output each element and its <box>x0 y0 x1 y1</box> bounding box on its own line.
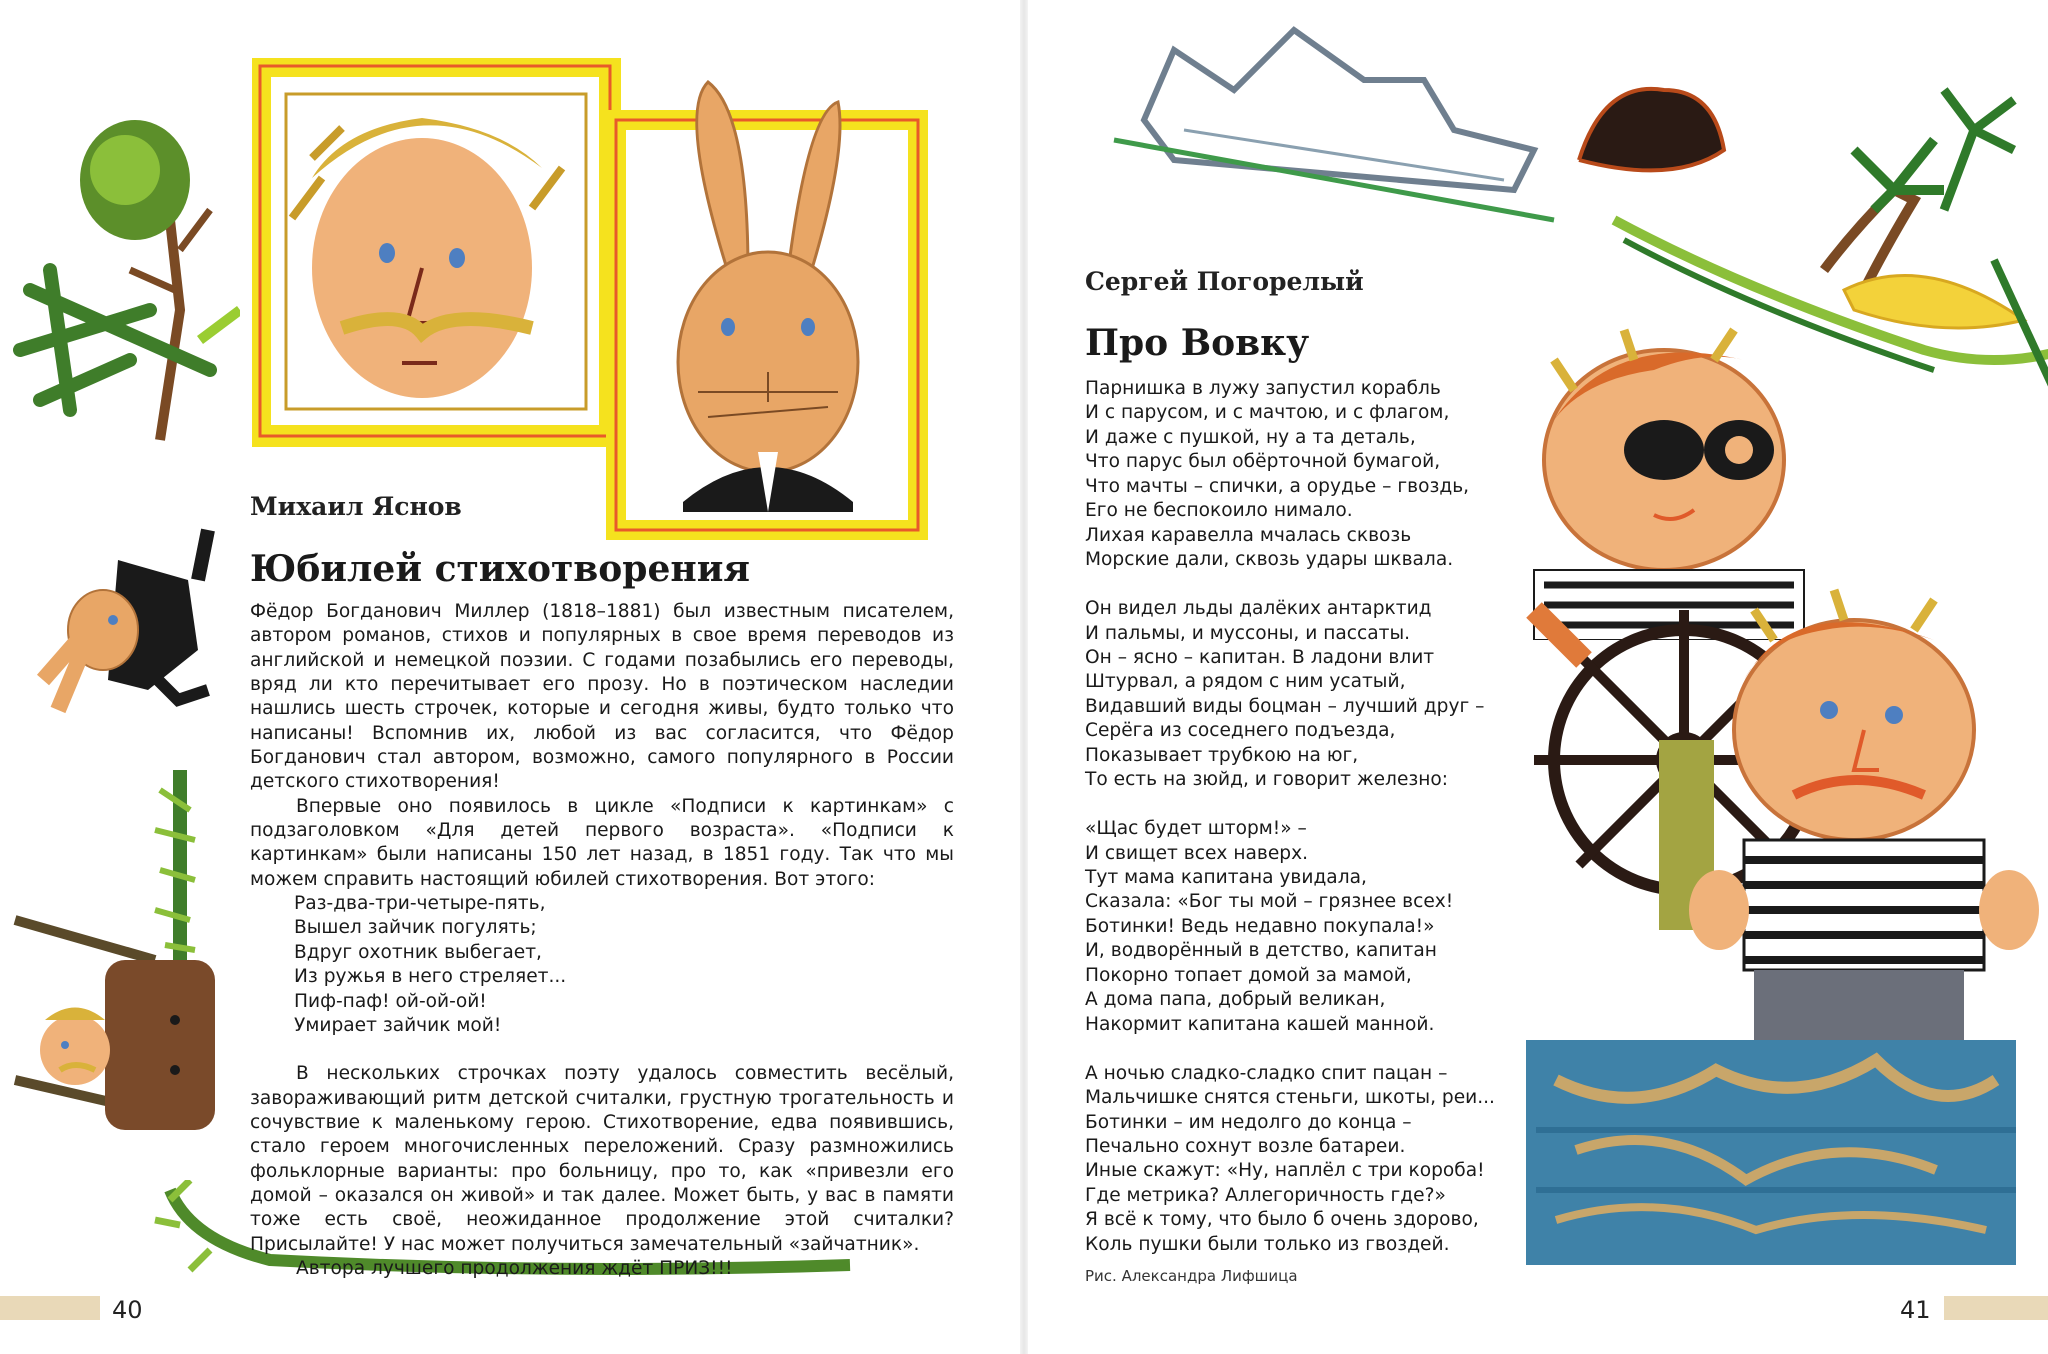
poem-line: Показывает трубкою на юг, <box>1085 744 1359 766</box>
poem-line: Иные скажут: «Ну, наплёл с три короба! <box>1085 1160 1485 1182</box>
poem-stanza <box>1085 1062 1525 1258</box>
poem-line: А ночью сладко-сладко спит пацан – <box>1085 1062 1448 1084</box>
poem-line: Серёга из соседнего подъезда, <box>1085 720 1396 742</box>
poem-line: И с парусом, и с мачтою, и с флагом, <box>1085 402 1450 424</box>
page-number-bar <box>1944 1296 2048 1320</box>
verse-line: Вышел зайчик погулять; <box>294 917 537 939</box>
poem-line: Что парус был обёрточной бумагой, <box>1085 451 1441 473</box>
puddle-illustration <box>1516 1030 2026 1275</box>
poem-stanza <box>1085 377 1525 573</box>
poem-line: И, водворённый в детство, капитан <box>1085 940 1437 962</box>
poem-line: Сказала: «Бог ты мой – грязнее всех! <box>1085 891 1454 913</box>
poem-line: Что мачты – спички, а орудье – гвоздь, <box>1085 475 1470 497</box>
essay-body <box>250 600 954 1281</box>
essay-paragraph: Фёдор Богданович Миллер (1818–1881) был известным писателем, автором романов, стихов и популярных в свое время переводов из английской и немецкой поэзии. С годами позабылись его переводы, вряд ли кто перечитывает его прозу. Но в поэтическом наследии нашлись шесть строчек, которые и сегодня живы, будто только что написаны! Вспомнив их, любой из вас согласится, что Фёдор Богданович стал автором, возможно, самого популярного в России детского стихотворения! <box>250 601 954 793</box>
hunter-figure <box>5 900 235 1160</box>
poem-stanza <box>1085 817 1525 1037</box>
poem-line: И даже с пушкой, ну а та деталь, <box>1085 426 1416 448</box>
verse-quote <box>294 892 954 1038</box>
verse-line: Раз-два-три-четыре-пять, <box>294 893 546 915</box>
author-name: Михаил Яснов <box>250 492 462 521</box>
poem-line: Его не беспокоило нимало. <box>1085 500 1353 522</box>
portrait-frame-man <box>252 58 622 448</box>
poem-line: Морские дали, сквозь удары шквала. <box>1085 549 1454 571</box>
tree-illustration <box>10 110 240 450</box>
poem-line: Мальчишке снятся стеньги, шкоты, реи... <box>1085 1087 1495 1109</box>
page-number: 40 <box>112 1296 143 1324</box>
right-page <box>1024 0 2048 1354</box>
poem-line: Он видел льды далёких антарктид <box>1085 598 1432 620</box>
page-number-bar <box>0 1296 100 1320</box>
poem-line: Видавший виды боцман – лучший друг – <box>1085 695 1485 717</box>
boatswain-boy-illustration <box>1684 570 2044 1050</box>
poem-line: Ботинки – им недолго до конца – <box>1085 1111 1412 1133</box>
verse-line: Пиф-паф! ой-ой-ой! <box>294 990 487 1012</box>
poem-line: Коль пушки были только из гвоздей. <box>1085 1233 1450 1255</box>
illustration-credit: Рис. Александра Лифшица <box>1085 1267 1298 1285</box>
page-number: 41 <box>1900 1296 1931 1324</box>
verse-line: Вдруг охотник выбегает, <box>294 941 542 963</box>
essay-paragraph: Автора лучшего продолжения ждёт ПРИЗ!!! <box>296 1257 733 1279</box>
poem-line: Парнишка в лужу запустил корабль <box>1085 378 1441 399</box>
poem-stanza <box>1085 597 1525 793</box>
poem-line: «Щас будет шторм!» – <box>1085 818 1307 840</box>
poem-line: Где метрика? Аллегоричность где?» <box>1085 1184 1446 1206</box>
poem-line: Печально сохнут возле батареи. <box>1085 1136 1406 1157</box>
essay-paragraph: В нескольких строчках поэту удалось совместить весёлый, завораживающий ритм детской считалки, грустную трогательность и сочувствие к маленькому герою. Стихотворение, едва появившись, стало героем многочисленных переложений. Сразу размножились фольклорные варианты: про больницу, про то, как «привезли его домой – оказался он живой» и так далее. Может быть, у вас в памяти тоже есть своё, неожиданное продолжение этой считалки? Присылайте! У нас может получиться замечательный «зайчатник». <box>250 1063 954 1255</box>
poem-line: Накормит капитана кашей манной. <box>1085 1013 1435 1035</box>
verse-line: Из ружья в него стреляет... <box>294 966 567 988</box>
poem-title: Про Вовку <box>1085 322 1310 364</box>
poem-line: Покорно топает домой за мамой, <box>1085 964 1412 986</box>
poem-line: И свищет всех наверх. <box>1085 842 1308 864</box>
iceberg-illustration <box>1104 20 1574 240</box>
poem-line: То есть на зюйд, и говорит железно: <box>1085 769 1449 791</box>
portrait-frame-hare <box>598 72 938 552</box>
poem-line: Ботинки! Ведь недавно покупала!» <box>1085 915 1435 937</box>
article-title: Юбилей стихотворения <box>250 548 751 590</box>
poem-line: А дома папа, добрый великан, <box>1085 989 1386 1011</box>
essay-paragraph: Впервые оно появилось в цикле «Подписи к картинкам» с подзаголовком «Для детей первого возраста». «Подписи к картинкам» были написаны 150 лет назад, в 1851 году. Так что мы можем справить настоящий юбилей стихотворения. Вот этого: <box>250 795 954 890</box>
poem-line: Он – ясно – капитан. В ладони влит <box>1085 646 1435 668</box>
poem-line: Штурвал, а рядом с ним усатый, <box>1085 671 1406 693</box>
poem-line: И пальмы, и муссоны, и пассаты. <box>1085 622 1411 644</box>
poem-body <box>1085 377 1525 1282</box>
verse-line: Умирает зайчик мой! <box>294 1014 502 1036</box>
poem-line: Лихая каравелла мчалась сквозь <box>1085 524 1412 546</box>
poem-line: Тут мама капитана увидала, <box>1085 867 1367 889</box>
poem-line: Я всё к тому, что было б очень здорово, <box>1085 1209 1479 1231</box>
author-name: Сергей Погорелый <box>1085 267 1364 296</box>
hare-figure <box>28 520 218 720</box>
